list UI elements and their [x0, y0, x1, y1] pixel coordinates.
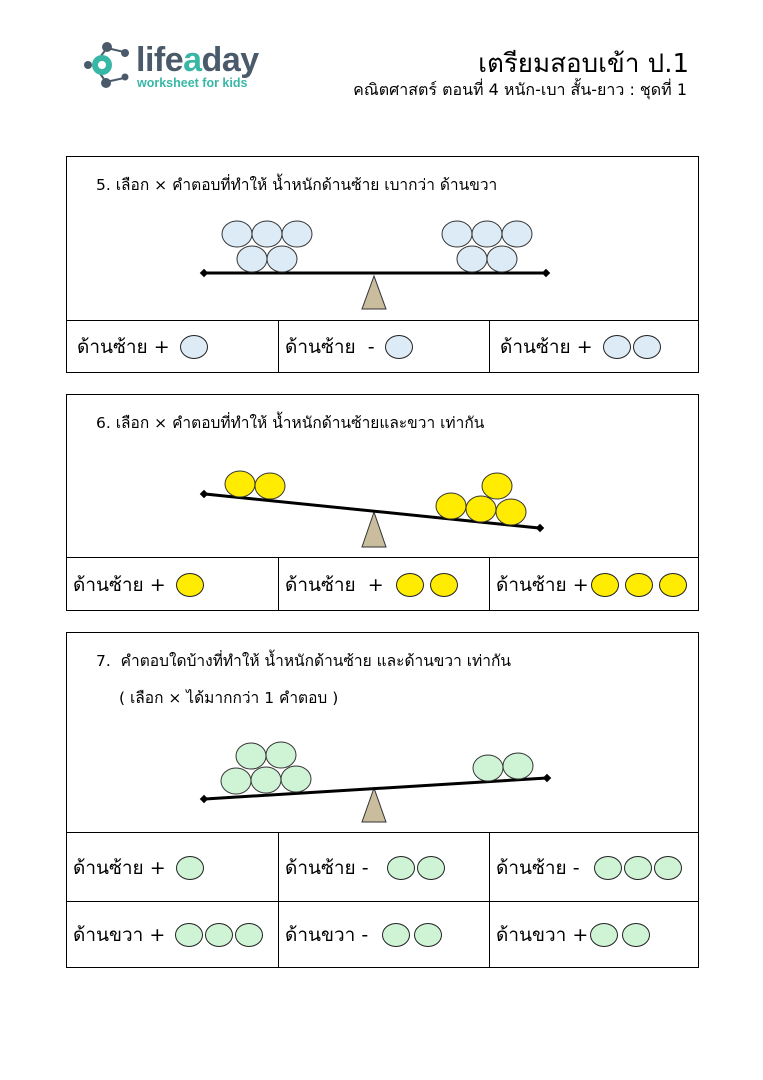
ball: [267, 246, 297, 272]
ball-icon: [180, 335, 208, 359]
ball: [502, 221, 532, 247]
ball-icon: [654, 856, 682, 880]
option-7d[interactable]: ด้านขวา +: [67, 902, 278, 968]
ball-icon: [205, 923, 233, 947]
ball-icon: [622, 923, 650, 947]
ball: [236, 743, 266, 769]
fulcrum: [362, 512, 386, 547]
option-5b[interactable]: ด้านซ้าย -: [278, 321, 489, 373]
ball: [252, 221, 282, 247]
ball: [255, 473, 285, 499]
question-7-options-row-2: [67, 901, 698, 968]
option-7f[interactable]: ด้านขวา +: [489, 902, 698, 968]
ball-icon: [176, 856, 204, 880]
ball-icon: [235, 923, 263, 947]
ball-icon: [659, 573, 687, 597]
ball-icon: [625, 573, 653, 597]
ball: [282, 221, 312, 247]
option-7e[interactable]: ด้านขวา -: [278, 902, 489, 968]
ball-icon: [430, 573, 458, 597]
ball: [221, 768, 251, 794]
question-6-text: 6. เลือก × คำตอบที่ทำให้ น้ำหนักด้านซ้ายและขวา เท่ากัน: [96, 414, 485, 432]
ball-icon: [594, 856, 622, 880]
ball: [237, 246, 267, 272]
ball-icon: [633, 335, 661, 359]
option-7c[interactable]: ด้านซ้าย -: [489, 833, 698, 902]
ball: [251, 767, 281, 793]
ball: [482, 473, 512, 499]
logo: [80, 38, 280, 98]
option-6b[interactable]: ด้านซ้าย +: [278, 558, 489, 611]
ball: [472, 221, 502, 247]
ball: [503, 753, 533, 779]
ball-icon: [417, 856, 445, 880]
option-6c[interactable]: ด้านซ้าย +: [489, 558, 698, 611]
ball-icon: [603, 335, 631, 359]
ball: [487, 246, 517, 272]
question-5-text: 5. เลือก × คำตอบที่ทำให้ น้ำหนักด้านซ้าย เบากว่า ด้านขวา: [96, 176, 498, 194]
logo-molecule-icon: [80, 38, 134, 92]
question-6-balance-scale: [67, 395, 700, 560]
ball: [281, 766, 311, 792]
option-5c[interactable]: ด้านซ้าย +: [489, 321, 698, 373]
question-5-balance-scale: [67, 157, 700, 322]
ball: [222, 221, 252, 247]
ball-icon: [396, 573, 424, 597]
question-6-options: [67, 557, 698, 611]
ball-icon: [387, 856, 415, 880]
ball: [457, 246, 487, 272]
ball-icon: [624, 856, 652, 880]
ball: [473, 755, 503, 781]
question-5-options: [67, 320, 698, 373]
option-5a[interactable]: ด้านซ้าย +: [67, 321, 278, 373]
ball-icon: [385, 335, 413, 359]
logo-wordmark: lifeaday: [136, 41, 259, 79]
ball-icon: [382, 923, 410, 947]
option-7b[interactable]: ด้านซ้าย -: [278, 833, 489, 902]
ball-icon: [414, 923, 442, 947]
logo-tagline: worksheet for kids: [137, 76, 248, 90]
ball-icon: [590, 923, 618, 947]
ball: [436, 493, 466, 519]
question-6-box: [66, 394, 699, 611]
page-subtitle: คณิตศาสตร์ ตอนที่ 4 หนัก-เบา สั้น-ยาว : ชุดที่ 1: [353, 80, 687, 99]
option-7a[interactable]: ด้านซ้าย +: [67, 833, 278, 902]
ball: [442, 221, 472, 247]
fulcrum: [362, 276, 386, 309]
ball: [266, 742, 296, 768]
question-7-note: ( เลือก × ได้มากกว่า 1 คำตอบ ): [119, 689, 339, 707]
question-5-box: [66, 156, 699, 373]
fulcrum: [362, 788, 386, 822]
ball: [496, 499, 526, 525]
ball: [225, 471, 255, 497]
ball: [466, 496, 496, 522]
question-7-box: [66, 632, 699, 968]
question-7-text: 7. คำตอบใดบ้างที่ทำให้ น้ำหนักด้านซ้าย และด้านขวา เท่ากัน: [96, 652, 511, 670]
option-6a[interactable]: ด้านซ้าย +: [67, 558, 278, 611]
ball-icon: [591, 573, 619, 597]
question-7-balance-scale: [67, 633, 700, 833]
question-7-options-row-1: [67, 832, 698, 902]
page-title: เตรียมสอบเข้า ป.1: [478, 49, 689, 79]
ball-icon: [175, 923, 203, 947]
ball-icon: [176, 573, 204, 597]
